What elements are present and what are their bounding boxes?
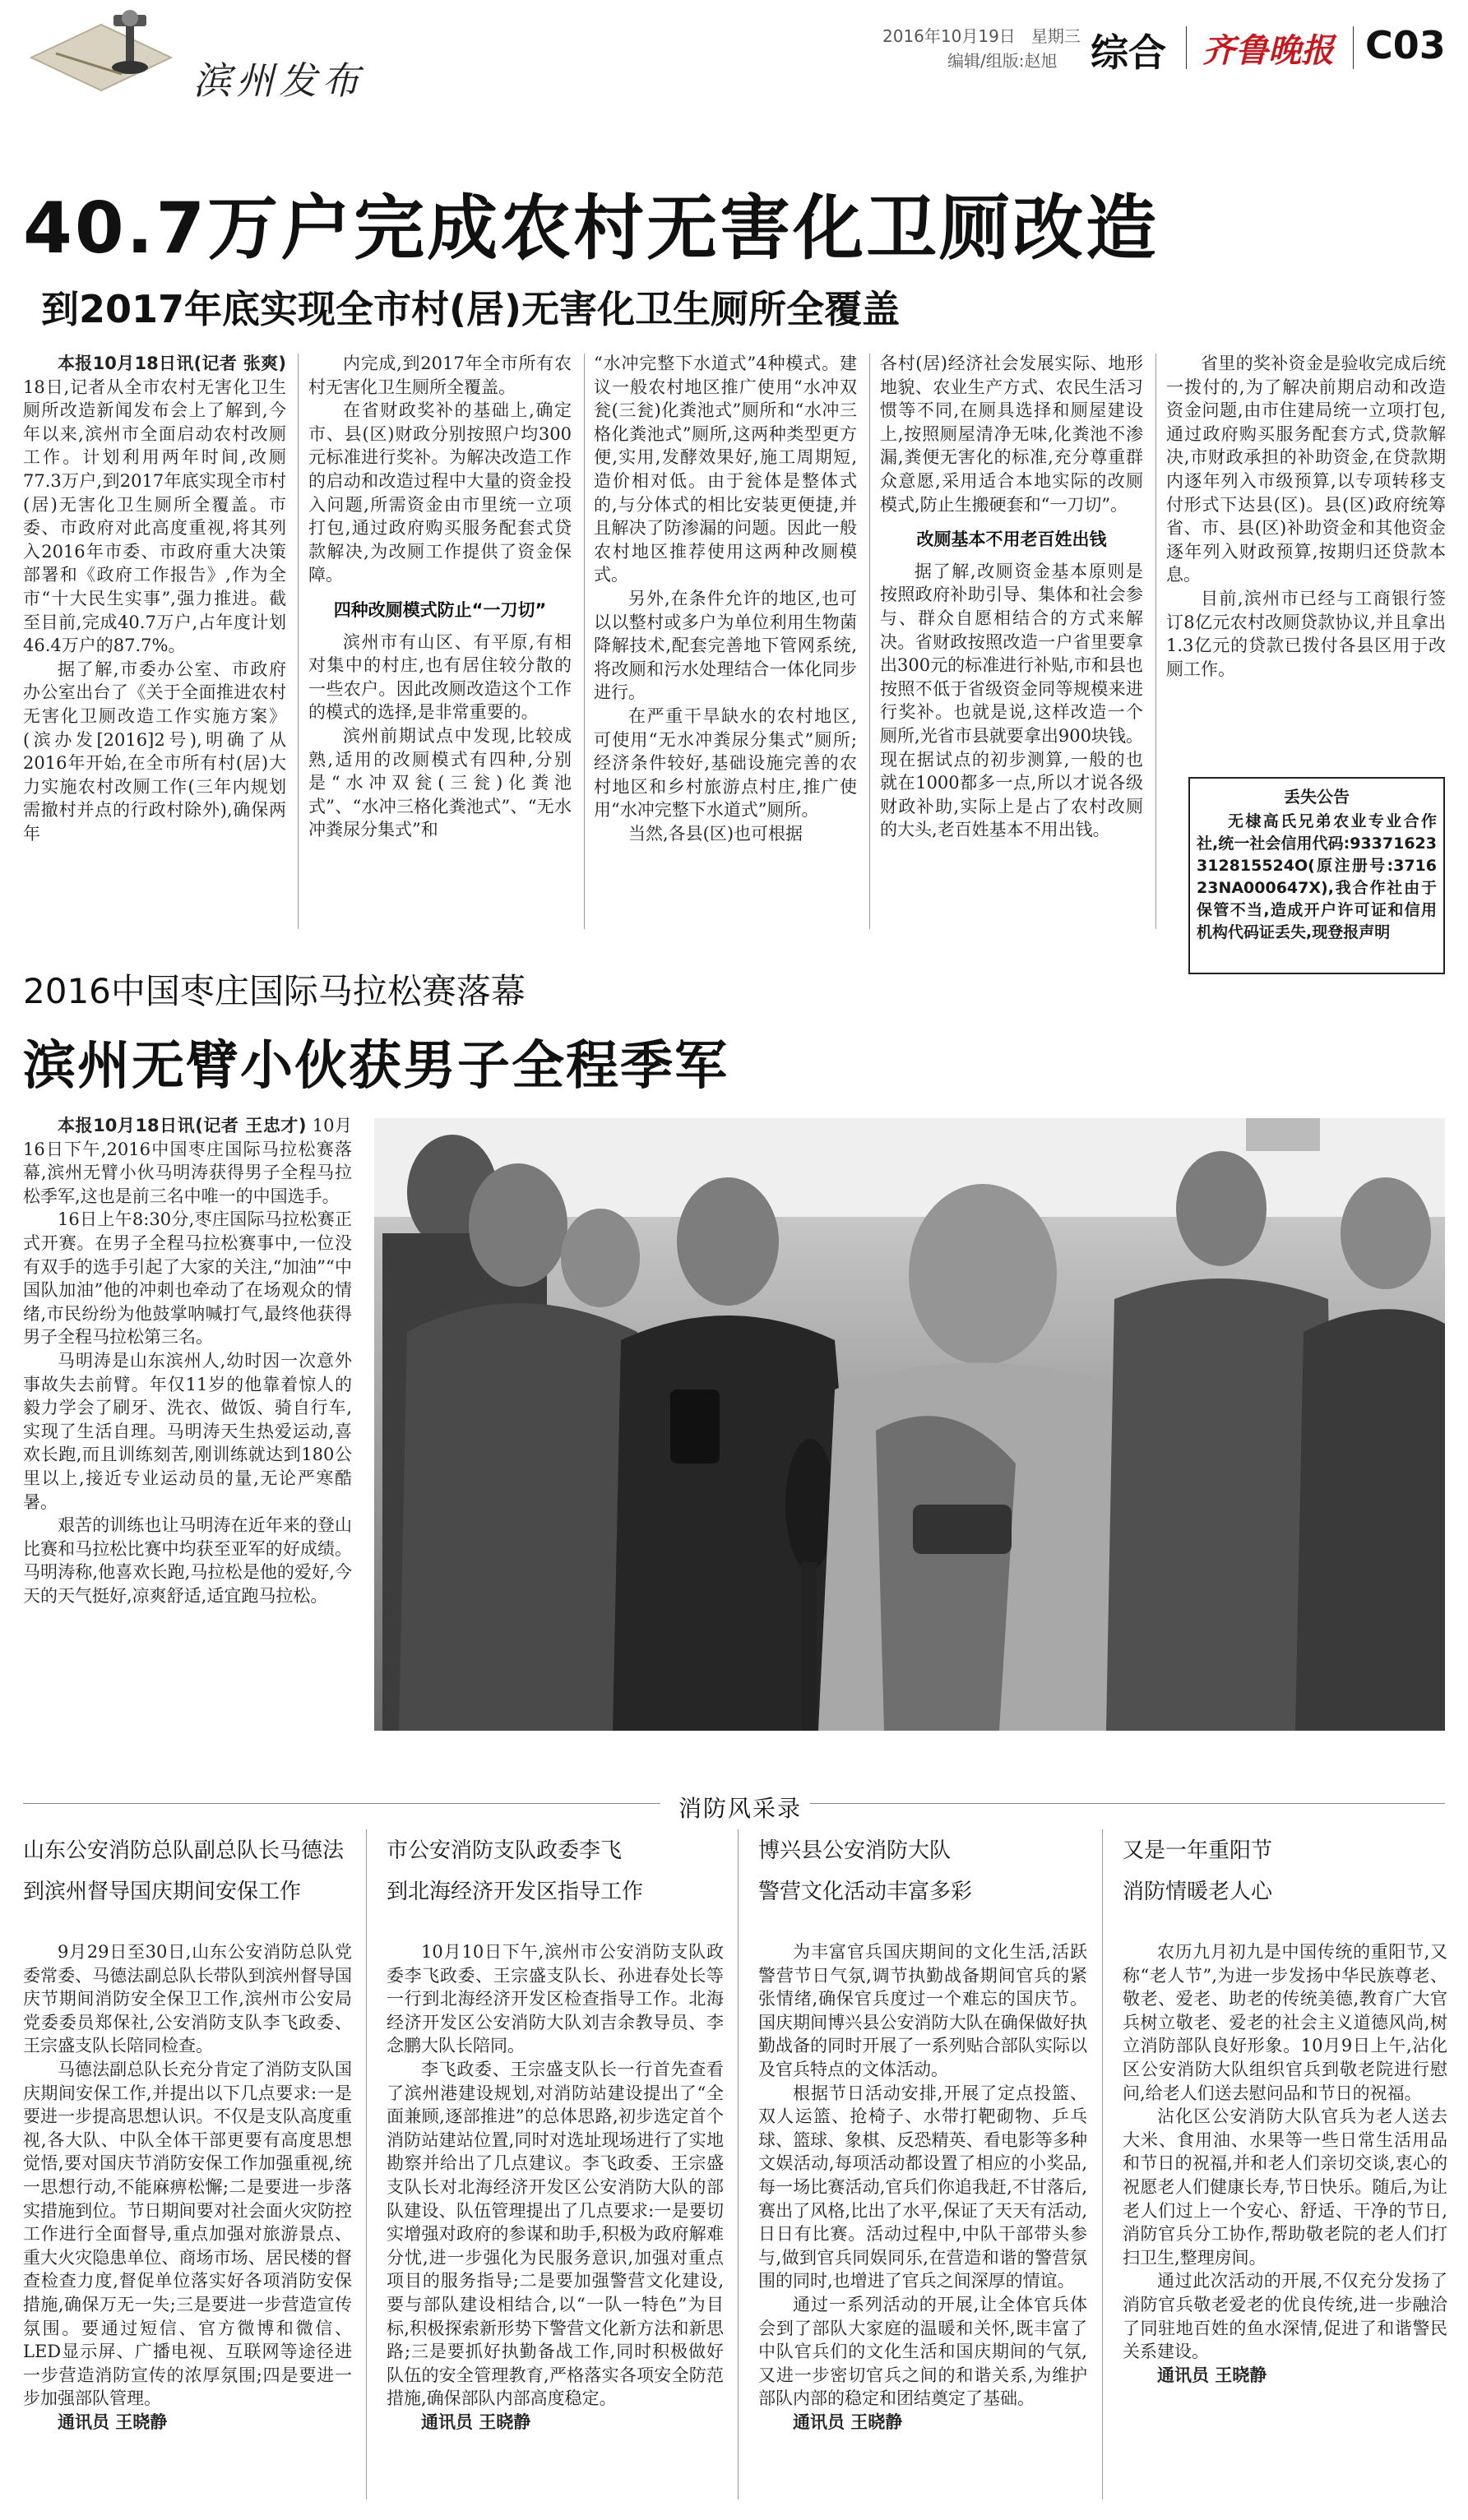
section-name: 综合 — [1091, 30, 1166, 75]
fire-item1-title1: 山东公安消防总队副总队长马德法 — [23, 1838, 345, 1863]
header-divider — [1186, 26, 1187, 69]
article1-col2-subtitle: 四种改厕模式防止“一刀切” — [333, 599, 547, 620]
article1-subheadline: 到2017年底实现全市村(居)无害化卫生厕所全覆盖 — [41, 287, 901, 331]
article1-dateline: 本报10月18日讯(记者 张爽) — [58, 354, 286, 373]
fire-item3-text: 为丰富官兵国庆期间的文化生活,活跃警营节日气氛,调节执勤战备期间官兵的紧张情绪,确保官兵度过一个难忘的国庆节。国庆期间博兴县公安消防大队在确保做好执勤战备的同时开展了一系列贴合部队实际以及官兵特点的文体活动。 根据节日活动安排,开展了定点投篮、双人运篮、抢椅子、水带打靶砌物、乒乓球、篮球、象棋、反恐精英、看电影等多种文娱活动,每项活动都设置了相应的小奖品,每一场比赛活动,官兵们你追我赶,不甘落后,赛出了风格,比出了水平,保证了天天有活动,日日有比赛。活动过程中,中队干部带头参与,做到官兵同娱同乐,在营造和谐的警营氛围的同时,也增进了官兵之间深厚的情谊。 通过一系列活动的开展,让全体官兵体会到了部队大家庭的温暖和关怀,既丰富了中队官兵们的文化生活和国庆期间的气氛,又进一步密切官兵之间的和谐关系,为维护部队内部的稳定和团结奠定了基础。 通讯员 王晓静 — [758, 1940, 1087, 2499]
article1-col4-subtitle: 改厕基本不用老百姓出钱 — [916, 529, 1107, 550]
lost-notice-box — [1188, 777, 1445, 974]
lost-notice-body: 无棣高氏兄弟农业专业合作社,统一社会信用代码:93371623312815524O(原注册号:371623NA000647X),我合作社由于保管不当,造成开户许可证和信用机构代码证丢失,现登报声明 — [1197, 812, 1437, 941]
article1-col2: 内完成,到2017年全市所有农村无害化卫生厕所全覆盖。 在省财政奖补的基础上,确定市、县(区)财政分别按照户均300元标准进行奖补。为解决改造工作的启动和改造过程中大量的资金投入问题,所需资金由市里统一立项打包,通过政府购买服务配套式贷款解决,为改厕工作提供了资金保障。 四种改厕模式防止“一刀切” 滨州市有山区、有平原,有相对集中的村庄,也有居住较分散的一些农户。因此改厕改造这个工作的模式的选择,是非常重要的。 滨州前期试点中发现,比较成熟,适用的改厕模式有四种,分别是“水冲双瓮(三瓮)化粪池式”、“水冲三格化粪池式”、“无水冲粪尿分集式”和 — [308, 354, 572, 840]
col-rule — [1102, 1829, 1103, 2499]
lost-notice-title: 丢失公告 — [1284, 787, 1350, 807]
fire-section-title: 消防风采录 — [678, 1795, 803, 1822]
fire-item4-title1: 又是一年重阳节 — [1123, 1838, 1273, 1863]
col-rule — [366, 1829, 367, 2499]
col-rule — [1155, 354, 1156, 929]
paper-name: 齐鲁晚报 — [1202, 31, 1334, 70]
fire-item4-text: 农历九月初九是中国传统的重阳节,又称“老人节”,为进一步发扬中华民族尊老、敬老、爱老、助老的传统美德,教育广大官兵树立敬老、爱老的社会主义道德风尚,树立消防部队良好形象。10月9日上午,沾化区公安消防大队组织官兵到敬老院进行慰问,给老人们送去慰问品和节日的祝福。 沾化区公安消防大队官兵为老人送去大米、食用油、水果等一些日常生活用品和节日的祝福,并和老人们亲切交谈,衷心的祝愿老人们健康长寿,节日快乐。随后,为让老人们过上一个安心、舒适、干净的节日,消防官兵分工协作,帮助敬老院的老人们打扫卫生,整理房间。 通过此次活动的开展,不仅充分发扬了消防官兵敬老爱老的优良传统,进一步融洽了同驻地百姓的鱼水深情,促进了和谐警民关系建设。 通讯员 王晓静 — [1123, 1940, 1447, 2499]
masthead-logo — [23, 8, 179, 107]
fire-item4-credit: 通讯员 王晓静 — [1157, 2365, 1267, 2385]
fire-item2-credit: 通讯员 王晓静 — [421, 2411, 531, 2432]
fire-item2-title1: 市公安消防支队政委李飞 — [387, 1838, 623, 1863]
fire-item2-text: 10月10日下午,滨州市公安消防支队政委李飞政委、王宗盛支队长、孙进春处长等一行到北海经济开发区检查指导工作。北海经济开发区公安消防大队刘吉余教导员、李念鹏大队长陪同。 李飞政委、王宗盛支队长一行首先查看了滨州港建设规划,对消防站建设提出了“全面兼顾,逐部推进”的总体思路,初步选定首个消防站建站位置,同时对选址现场进行了实地勘察并给出了几点建议。李飞政委、王宗盛支队长对北海经济开发区公安消防大队的部队建设、队伍管理提出了几点要求:一是要切实增强对政府的参谋和助手,积极为政府解难分忧,进一步强化为民服务意识,加强对重点项目的服务指导;二是要加强警营文化建设,要与部队建设相结合,以“一队一特色”为目标,积极探索新形势下警营文化新方法和新思路;三是要抓好执勤备战工作,同时积极做好队伍的安全管理教育,严格落实各项安全防范措施,确保部队内部高度稳定。 通讯员 王晓静 — [387, 1940, 724, 2499]
fire-item3-title2: 警营文化活动丰富多彩 — [758, 1880, 973, 1904]
header-divider-2 — [1353, 26, 1354, 69]
fire-item4-title2: 消防情暖老人心 — [1123, 1880, 1273, 1904]
article2-kicker: 2016中国枣庄国际马拉松赛落幕 — [23, 971, 526, 1011]
col-rule — [738, 1829, 739, 2499]
fire-section-rule-left — [23, 1803, 660, 1804]
col-rule — [298, 354, 299, 929]
fire-item1-text: 9月29日至30日,山东公安消防总队党委常委、马德法副总队长带队到滨州督导国庆节期间消防安全保卫工作,滨州市公安局党委委员郑保社,公安消防支队李飞政委、王宗盛支队长陪同检查。 马德法副总队长充分肯定了消防支队国庆期间安保工作,并提出以下几点要求:一是要进一步提高思想认识。不仅是支队高度重视,各大队、中队全体干部更要有高度思想觉悟,要对国庆节消防安保工作加强重视,统一思想行动,不能麻痹松懈;二是要进一步落实措施到位。节日期间要对社会面火灾防控工作进行全面督导,重点加强对旅游景点、重大火灾隐患单位、商场市场、居民楼的督查检查力度,督促单位落实好各项消防安保措施,确保万无一失;三是要进一步营造宣传氛围。要通过短信、官方微博和微信、LED显示屏、广播电视、互联网等途径进一步营造消防宣传的浓厚氛围;四是要进一步加强部队管理。 通讯员 王晓静 — [23, 1940, 352, 2499]
fire-item1-title2: 到滨州督导国庆期间安保工作 — [23, 1880, 302, 1904]
fire-section-rule-right — [810, 1803, 1445, 1804]
article2-headline: 滨州无臂小伙获男子全程季军 — [23, 1036, 729, 1097]
article2-text: 本报10月18日讯(记者 王忠才) 10月16日下午,2016中国枣庄国际马拉松赛落幕,滨州无臂小伙马明涛获得男子全程马拉松季军,这也是前三名中唯一的中国选手。 16日上午8:30分,枣庄国际马拉松赛正式开赛。在男子全程马拉松赛事中,一位没有双手的选手引起了大家的关注,“加油”“中国队加油”他的冲刺也牵动了在场观众的情绪,市民纷纷为他鼓掌呐喊打气,最终他获得男子全程马拉松第三名。 马明涛是山东滨州人,幼时因一次意外事故失去前臂。年仅11岁的他靠着惊人的毅力学会了刷牙、洗衣、做饭、骑自行车,实现了生活自理。马明涛天生热爱运动,喜欢长跑,而且训练刻苦,刚训练就达到180公里以上,接近专业运动员的量,无论严寒酷暑。 艰苦的训练也让马明涛在近年来的登山比赛和马拉松比赛中均获至亚军的好成绩。马明涛称,他喜欢长跑,马拉松是他的爱好,今天的天气挺好,凉爽舒适,适宜跑马拉松。 — [23, 1116, 352, 1606]
page-number: C03 — [1365, 23, 1446, 67]
marathon-photo — [374, 1118, 1445, 1731]
fire-item1-credit: 通讯员 王晓静 — [58, 2411, 168, 2432]
fire-item2-title2: 到北海经济开发区指导工作 — [387, 1880, 644, 1904]
article1-col5: 省里的奖补资金是验收完成后统一拨付的,为了解决前期启动和改造资金问题,由市住建局统一立项打包,通过政府购买服务配套方式,贷款解决,市财政承担的补助资金,在贷款期内逐年列入市级预算,以专项转移支付形式下达县(区)。县(区)政府统筹省、市、县(区)补助资金和其他资金逐年列入财政预算,按期归还贷款本息。 目前,滨州市已经与工商银行签订8亿元农村改厕贷款协议,并且拿出1.3亿元的贷款已拨付各县区用于改厕工作。 — [1166, 354, 1446, 679]
col-rule — [584, 354, 585, 929]
article1-col4: 各村(居)经济社会发展实际、地形地貌、农业生产方式、农民生活习惯等不同,在厕具选择和厕屋建设上,按照厕屋清净无味,化粪池不渗漏,粪便无害化的标准,充分尊重群众意愿,采用适合本地实际的改厕模式,防止生搬硬套和“一刀切”。 改厕基本不用老百姓出钱 据了解,改厕资金基本原则是按照政府补助引导、集体和社会参与、群众自愿相结合的方式来解决。省财政按照改造一户省里要拿出300元的标准进行补贴,市和县也按照不低于省级资金同等规模来进行奖补。也就是说,这样改造一个厕所,光省市县就要拿出900块钱。现在据试点的初步测算,一般的也就在1000都多一点,所以才说各级财政补助,实际上是占了农村改厕的大头,老百姓基本不用出钱。 — [880, 354, 1143, 840]
marathon-photo-illustration — [374, 1118, 1445, 1731]
editor-line: 编辑/组版:赵旭 — [947, 51, 1058, 71]
column-name: 滨州发布 — [193, 58, 364, 103]
article1-col3: “水冲完整下水道式”4种模式。建议一般农村地区推广使用“水冲双瓮(三瓮)化粪池式”厕所和“水冲三格化粪池式”厕所,这两种类型更方便,实用,发酵效果好,施工周期短,造价相对低。由于瓮体是整体式的,与分体式的相比安装更便捷,并且解决了防渗漏的问题。因此一般农村地区推荐使用这两种改厕模式。 另外,在条件允许的地区,也可以以整村或多户为单位利用生物菌降解技术,配套完善地下管网系统,将改厕和污水处理结合一体化同步进行。 在严重干旱缺水的农村地区,可使用“无水冲粪尿分集式”厕所;经济条件较好,基础设施完善的农村地区和乡村旅游点村庄,推广使用“水冲完整下水道式”厕所。 当然,各县(区)也可根据 — [594, 354, 857, 844]
fire-item3-credit: 通讯员 王晓静 — [793, 2411, 903, 2432]
article1-col1: 本报10月18日讯(记者 张爽) 18日,记者从全市农村无害化卫生厕所改造新闻发布会上了解到,今年以来,滨州市全面启动农村改厕工作。计划利用两年时间,改厕77.3万户,到2017年底实现全市村(居)无害化卫生厕所全覆盖。市委、市政府对此高度重视,将其列入2016年市委、市政府重大决策部署和《政府工作报告》,作为全市“十大民生实事”,强力推进。截至目前,完成40.7万户,占年度计划46.4万户的87.7%。 据了解,市委办公室、市政府办公室出台了《关于全面推进农村无害化卫厕改造工作实施方案》(滨办发[2016]2号),明确了从2016年开始,在全市所有村(居)大力实施农村改厕工作(三年内规划需撤村并点的行政村除外),确保两年 — [23, 354, 286, 844]
col-rule — [869, 354, 870, 929]
date-line: 2016年10月19日 星期三 — [882, 26, 1081, 46]
article1-headline: 40.7万户完成农村无害化卫厕改造 — [23, 187, 1160, 270]
article2-dateline: 本报10月18日讯(记者 王忠才) — [58, 1116, 307, 1135]
fire-item3-title1: 博兴县公安消防大队 — [758, 1838, 952, 1863]
